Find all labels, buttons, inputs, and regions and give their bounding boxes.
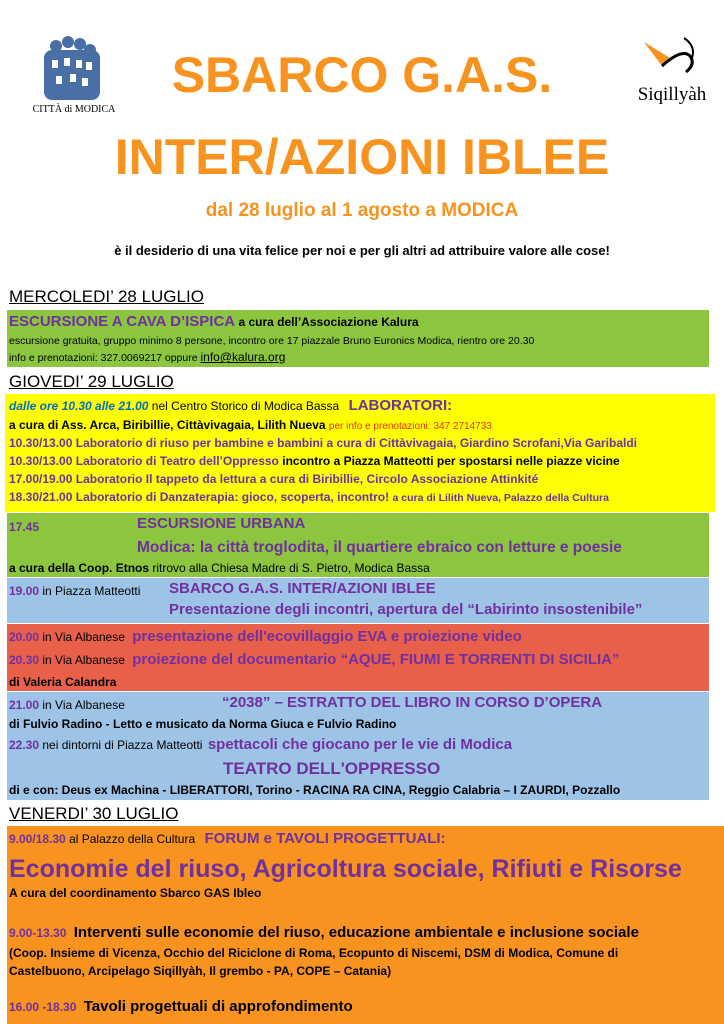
presentation-block	[7, 578, 709, 623]
book-extract-time: 21.00 in Via Albanese	[9, 698, 125, 712]
evening-shows-block	[7, 692, 709, 800]
albanese-screenings-block	[7, 624, 709, 691]
urban-excursion-subtitle: Modica: la città troglodita, il quartiere ebraico con letture e poesie	[137, 539, 622, 556]
forum-participants-2: Castelbuono, Arcipelago Siqillyàh, Il grembo - PA, COPE – Catania)	[9, 964, 392, 978]
forum-afternoon-row: 16.00 -18.30 Tavoli progettuali di approfondimento	[9, 998, 353, 1015]
forum-morning-row: 9.00-13.30 Interventi sulle economie del riuso, educazione ambientale e inclusione sociale	[9, 924, 639, 941]
workshops-header: dalle ore 10.30 alle 21.00 nel Centro Storico di Modica Bassa LABORATORI:	[9, 397, 453, 414]
siqillyah-text: Siqillyàh	[637, 84, 707, 105]
workshop-row-3: 17.00/19.00 Laboratorio Il tappeto da lettura a cura di Biribillie, Circolo Associazione Attinkité	[9, 472, 539, 486]
excursion-info: info e prenotazioni: 327.0069217 oppure info@kalura.org	[9, 350, 286, 364]
motto: è il desiderio di una vita felice per noi e per gli altri ad attribuire valore alle cose!	[114, 243, 610, 258]
workshops-organizers: a cura di Ass. Arca, Biribillie, Cittàvivagaia, Lilith Nueva per info e prenotazioni: 347 2714733	[9, 418, 492, 432]
screening-row-2: 20.30 in Via Albanese proiezione del documentario “AQUE, FIUMI E TORRENTI DI SICILIA”	[9, 651, 620, 668]
urban-excursion-title: ESCURSIONE URBANA	[137, 515, 306, 532]
day-heading-friday: VENERDI’ 30 LUGLIO	[9, 804, 179, 823]
street-shows-row: 22.30 nei dintorni di Piazza Matteotti spettacoli che giocano per le vie di Modica	[9, 736, 513, 753]
excursion-details: escursione gratuita, gruppo minimo 8 persone, incontro ore 17 piazzale Bruno Euronics Modica, rientro ore 20.30	[9, 335, 535, 347]
screening-row-1: 20.00 in Via Albanese presentazione dell'ecovillaggio EVA e proiezione video	[9, 628, 522, 645]
thursday-workshops-block	[5, 394, 715, 512]
forum-participants-1: (Coop. Insieme di Vicenza, Occhio del Riciclone di Roma, Ecopunto di Niscemi, DSM di Modica, Comune di	[9, 946, 619, 960]
forum-header: 9.00/18.30 al Palazzo della Cultura FORUM e TAVOLI PROGETTUALI:	[9, 830, 446, 847]
screening-author: di Valeria Calandra	[9, 675, 117, 689]
day-heading-wednesday: MERCOLEDI’ 28 LUGLIO	[9, 287, 204, 306]
wednesday-excursion-block	[7, 310, 709, 367]
theatre-companies: di e con: Deus ex Machina - LIBERATTORI, Torino - RACINA RA CINA, Reggio Calabria – I ZAURDI, Pozzallo	[9, 783, 621, 797]
excursion-title-line	[9, 315, 419, 329]
urban-excursion-time: 17.45	[9, 520, 40, 534]
title-line-1: SBARCO G.A.S.	[171, 47, 553, 103]
book-extract-authors: di Fulvio Radino - Letto e musicato da Norma Giuca e Fulvio Radino	[9, 717, 397, 731]
book-extract-title: “2038” – ESTRATTO DEL LIBRO IN CORSO D’OPERA	[222, 694, 603, 711]
presentation-time: 19.00 in Piazza Matteotti	[9, 584, 141, 598]
forum-organizer: A cura del coordinamento Sbarco GAS Ibleo	[9, 886, 262, 900]
friday-forum-block	[7, 826, 724, 1024]
citta-di-modica-text: CITTÀ di MODICA	[32, 104, 116, 115]
excursion-organizer: a cura dell’Associazione Kalura	[238, 315, 419, 329]
day-heading-thursday: GIOVEDI’ 29 LUGLIO	[9, 372, 174, 391]
theatre-title: TEATRO DELL'OPPRESSO	[223, 759, 441, 778]
workshop-row-1: 10.30/13.00 Laboratorio di riuso per bambine e bambini a cura di Cittàvivagaia, Giardino Scrofani,Via Garibaldi	[9, 436, 637, 450]
excursion-title: ESCURSIONE A CAVA D’ISPICA	[9, 313, 236, 330]
dates-subtitle: dal 28 luglio al 1 agosto a MODICA	[205, 200, 519, 221]
presentation-title: SBARCO G.A.S. INTER/AZIONI IBLEE	[169, 580, 436, 597]
kalura-email-link[interactable]: info@kalura.org	[200, 350, 286, 364]
urban-excursion-meeting: a cura della Coop. Etnos ritrovo alla Chiesa Madre di S. Pietro, Modica Bassa	[9, 561, 430, 575]
workshop-row-2: 10.30/13.00 Laboratorio di Teatro dell’Oppresso incontro a Piazza Matteotti per spostarsi nelle piazze vicine	[9, 454, 620, 468]
forum-themes: Economie del riuso, Agricoltura sociale, Rifiuti e Risorse	[9, 855, 682, 883]
urban-excursion-block	[7, 513, 709, 577]
title-line-2: INTER/AZIONI IBLEE	[114, 129, 610, 185]
workshop-row-4: 18.30/21.00 Laboratorio di Danzaterapia: gioco, scoperta, incontro! a cura di Lilith Nueva, Palazzo della Cultura	[9, 490, 609, 504]
presentation-subtitle: Presentazione degli incontri, apertura del “Labirinto insostenibile”	[169, 601, 643, 618]
